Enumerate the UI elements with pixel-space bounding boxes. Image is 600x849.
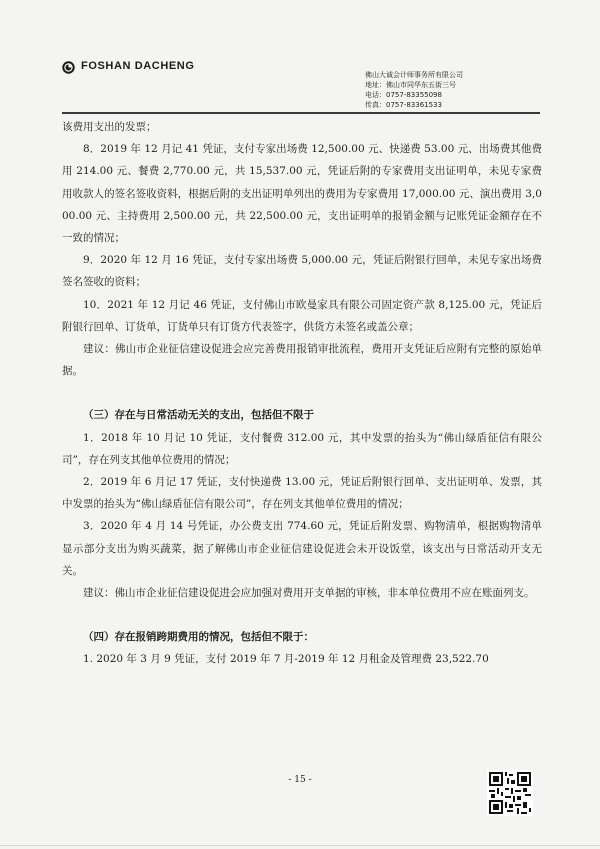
paragraph: 3．2020 年 4 月 14 号凭证，办公费支出 774.60 元，凭证后附发票、购物清单，根据购物清单显示部分支出为购买蔬菜，据了解佛山市企业征信建设促进会未开设饭堂，该支出与日常活动开支无关。 bbox=[62, 520, 542, 577]
paragraph: 1. 2020 年 3 月 9 凭证，支付 2019 年 7 月-2019 年 12 月租金及管理费 23,522.70 bbox=[83, 653, 489, 666]
scan-edge bbox=[0, 845, 600, 846]
paragraph: 8．2019 年 12 月记 41 凭证，支付专家出场费 12,500.00 元、快递费 53.00 元、出场费其他费用 214.00 元、餐费 2,770.00 元，共 15,537.00 元，凭证后附的专家费用支出证明单，未见专家费用收款人的签名签收资料，根据后附的支出证明单列出的费用为专家费用 17,000.00 元、演出费用 3,000.00 元、主持费用 2,500.00 元，共 22,500.00 元，支出证明单的报销金额与记账凭证金额存在不一致的情况； bbox=[62, 143, 542, 245]
page-number: - 15 - bbox=[288, 775, 312, 785]
letterhead-logo bbox=[62, 59, 195, 72]
firm-phone: 电话：0757-83355098 bbox=[365, 91, 442, 99]
paragraph: 9．2020 年 12 月 16 凭证，支付专家出场费 5,000.00 元，凭证后附银行回单，未见专家出场费签名签收的资料； bbox=[62, 254, 542, 289]
section-heading: （三）存在与日常活动无关的支出，包括但不限于 bbox=[83, 409, 314, 422]
firm-name-chinese: 佛山大诚会计师事务所有限公司 bbox=[365, 71, 463, 79]
qr-code-icon bbox=[487, 770, 533, 816]
paragraph: 建议：佛山市企业征信建设促进会应加强对费用开支单据的审核，非本单位费用不应在账面列支。 bbox=[83, 587, 535, 600]
firm-name-english: FOSHAN DACHENG bbox=[81, 59, 195, 72]
paragraph: 10．2021 年 12 月记 46 凭证，支付佛山市欧曼家具有限公司固定资产款 8,125.00 元，凭证后附银行回单、订货单，订货单只有订货方代表签字，供货方未签名或盖公章； bbox=[62, 298, 542, 333]
document-body bbox=[62, 116, 542, 671]
firm-logo-icon bbox=[62, 59, 75, 72]
firm-contact-block bbox=[365, 70, 463, 110]
paragraph: 该费用支出的发票； bbox=[62, 121, 157, 133]
paragraph: 建议：佛山市企业征信建设促进会应完善费用报销审批流程，费用开支凭证后应附有完整的原始单据。 bbox=[62, 343, 542, 378]
firm-fax: 传真：0757-83361533 bbox=[365, 101, 442, 109]
section-heading: （四）存在报销跨期费用的情况，包括但不限于： bbox=[83, 631, 314, 644]
paragraph: 1．2018 年 10 月记 10 凭证，支付餐费 312.00 元，其中发票的抬头为“佛山绿盾征信有限公司”，存在列支其他单位费用的情况； bbox=[62, 431, 542, 466]
firm-address: 地址：佛山市同华东五街三号 bbox=[365, 81, 456, 89]
header-divider bbox=[62, 112, 540, 114]
paragraph: 2．2019 年 6 月记 17 凭证，支付快递费 13.00 元，凭证后附银行回单、支出证明单、发票，其中发票的抬头为“佛山绿盾征信有限公司”，存在列支其他单位费用的情况； bbox=[62, 476, 542, 511]
